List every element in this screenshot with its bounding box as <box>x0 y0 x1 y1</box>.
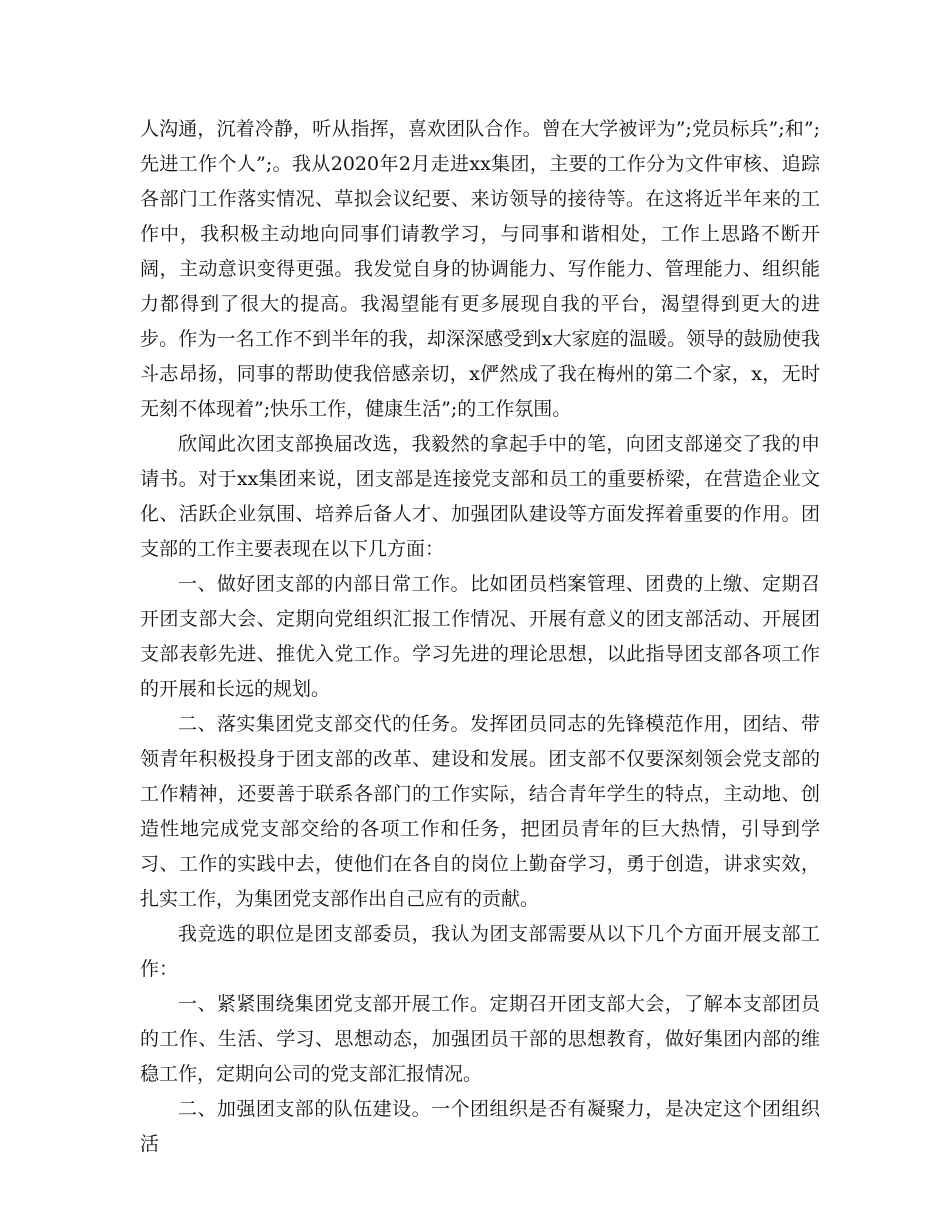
paragraph-3: 一、做好团支部的内部日常工作。比如团员档案管理、团费的上缴、定期召开团支部大会、定期向党组织汇报工作情况、开展有意义的团支部活动、开展团支部表彰先进、推优入党工作。学习先进的理论思想，以此指导团支部各项工作的开展和长远的规划。 <box>140 573 820 700</box>
paragraph-6: 一、紧紧围绕集团党支部开展工作。定期召开团支部大会，了解本支部团员的工作、生活、学习、思想动态，加强团员干部的思想教育，做好集团内部的维稳工作，定期向公司的党支部汇报情况。 <box>140 993 820 1085</box>
paragraph-2: 欣闻此次团支部换届改选，我毅然的拿起手中的笔，向团支部递交了我的申请书。对于xx集团来说，团支部是连接党支部和员工的重要桥梁，在营造企业文化、活跃企业氛围、培养后备人才、加强团队建设等方面发挥着重要的作用。团支部的工作主要表现在以下几方面： <box>140 433 820 560</box>
paragraph-5: 我竞选的职位是团支部委员，我认为团支部需要从以下几个方面开展支部工作： <box>140 923 820 980</box>
paragraph-4: 二、落实集团党支部交代的任务。发挥团员同志的先锋模范作用，团结、带领青年积极投身于团支部的改革、建设和发展。团支部不仅要深刻领会党支部的工作精神，还要善于联系各部门的工作实际，结合青年学生的特点，主动地、创造性地完成党支部交给的各项工作和任务，把团员青年的巨大热情，引导到学习、工作的实践中去，使他们在各自的岗位上勤奋学习，勇于创造，讲求实效，扎实工作，为集团党支部作出自己应有的贡献。 <box>140 713 820 910</box>
paragraph-7: 二、加强团支部的队伍建设。一个团组织是否有凝聚力，是决定这个团组织活 <box>140 1098 820 1155</box>
document-body <box>140 112 820 1162</box>
paragraph-1: 人沟通，沉着冷静，听从指挥，喜欢团队合作。曾在大学被评为”;党员标兵”;和”;先进工作个人”;。我从2020年2月走进xx集团，主要的工作分为文件审核、追踪各部门工作落实情况、草拟会议纪要、来访领导的接待等。在这将近半年来的工作中，我积极主动地向同事们请教学习，与同事和谐相处，工作上思路不断开阔，主动意识变得更强。我发觉自身的协调能力、写作能力、管理能力、组织能力都得到了很大的提高。我渴望能有更多展现自我的平台，渴望得到更大的进步。作为一名工作不到半年的我，却深深感受到x大家庭的温暖。领导的鼓励使我斗志昂扬，同事的帮助使我倍感亲切，x俨然成了我在梅州的第二个家，x，无时无刻不体现着”;快乐工作，健康生活”;的工作氛围。 <box>140 118 820 420</box>
